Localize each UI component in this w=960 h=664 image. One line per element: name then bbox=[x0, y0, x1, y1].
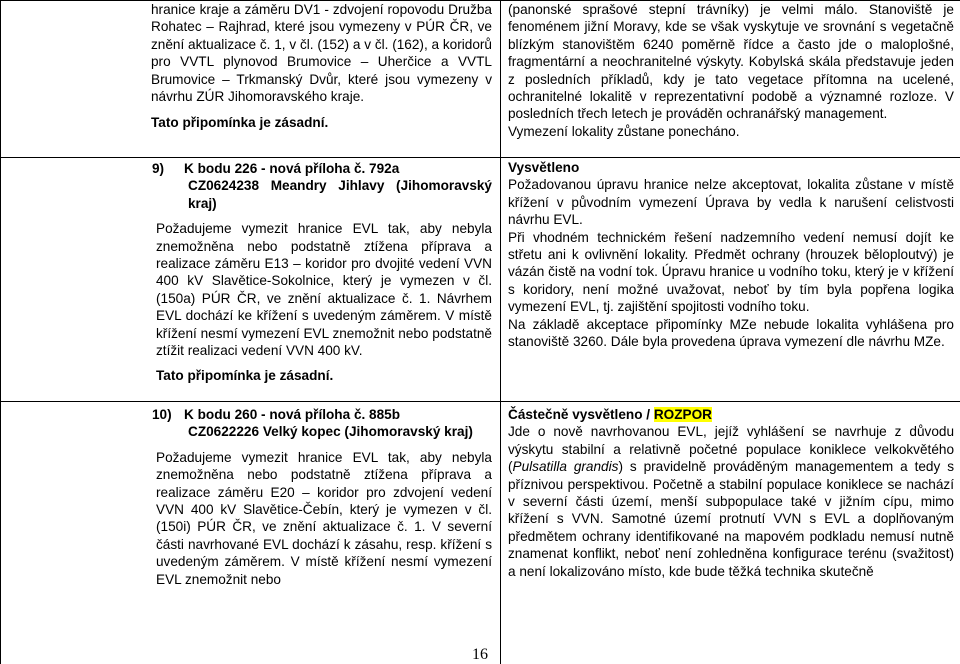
dispute-highlight: ROZPOR bbox=[654, 407, 712, 422]
comment-cell bbox=[1, 402, 501, 664]
resolution-text bbox=[508, 423, 954, 580]
resolution-text: Při vhodném technickém řešení nadzemního vedení nemusí dojít ke střetu ani k ovlivnění lokality. Předmět ochrany (hrouzek běloploutvý) je vázán čistě na vodní tok. Úpravu hranice u vodního toku, který je v křížení s koridory, není možné uvažovat, neboť by tím byla popřena logika vymezení EVL, tj. zajištění spojitosti vodního toku. bbox=[508, 229, 954, 316]
comment-text: hranice kraje a záměru DV1 - zdvojení ropovodu Družba Rohatec – Rajhrad, které jsou vymezeny v PÚR ČR, ve znění aktualizace č. 1, v čl. (152) a v čl. (162), a koridorů pro VVTL plynovod Brumovice – Uherčice a VVTL Brumovice – Trkmanský Dvůr, které jsou vymezeny v návrhu ZÚR Jihomoravského kraje. bbox=[151, 1, 492, 105]
resolution-cell bbox=[501, 1, 960, 158]
comment-number: 9) bbox=[152, 160, 184, 177]
comment-heading-line: K bodu 260 - nová příloha č. 885b bbox=[184, 406, 492, 423]
resolution-text-part: Jde o nově navrhovanou EVL, jejíž vyhlášení se navrhuje z důvodu výskytu stabilní a relativně početné populace koniklece velkokvětého ( bbox=[508, 424, 954, 474]
table-row bbox=[1, 402, 960, 664]
page-number: 16 bbox=[0, 646, 960, 664]
table-row bbox=[1, 158, 960, 402]
species-name: Pulsatilla grandis bbox=[513, 459, 619, 474]
resolution-cell bbox=[501, 402, 960, 664]
table-row bbox=[1, 1, 960, 158]
fundamental-note: Tato připomínka je zásadní. bbox=[156, 367, 492, 384]
comment-number: 10) bbox=[152, 406, 184, 423]
comment-heading bbox=[156, 160, 492, 177]
fundamental-note: Tato připomínka je zásadní. bbox=[151, 114, 492, 131]
resolution-cell bbox=[501, 158, 960, 402]
resolution-text: Vymezení lokality zůstane ponecháno. bbox=[508, 123, 954, 140]
resolution-text: (panonské sprašové stepní trávníky) je velmi málo. Stanoviště je fenoménem jižní Moravy, kde se však vyskytuje ve srovnání s vegetačně blízkým stanovištěm 6240 poměrně řídce a často jde o maloplošné, fragmentární a neochranitelné výskyty. Kobylská skála představuje jeden z posledních příkladů, kdy je tato vegetace přítomna na ucelené, ochranitelné lokalitě v reprezentativní podobě a významné rozloze. V posledních třech letech je prováděn ochranářský management. bbox=[508, 1, 954, 123]
comment-text: Požadujeme vymezit hranice EVL tak, aby nebyla znemožněna nebo podstatně ztížena příprava a realizace záměru E13 – koridor pro dvojité vedení VVN 400 kV Slavětice-Sokolnice, který je vymezen v čl. (150a) PÚR ČR, ve znění aktualizace č. 1. Návrhem EVL dochází ke křížení s uvedeným záměrem. V místě křížení nesmí vymezení EVL znemožnit nebo podstatně ztížit realizaci vedení VVN 400 kV. bbox=[156, 220, 492, 359]
site-name: CZ0624238 Meandry Jihlavy (Jihomoravský kraj) bbox=[188, 177, 492, 212]
comment-cell bbox=[1, 158, 501, 402]
resolution-text: Požadovanou úpravu hranice nelze akceptovat, lokalita zůstane v místě křížení v původním vymezení Úprava by vedla k narušení celistvosti návrhu EVL. bbox=[508, 176, 954, 228]
verdict bbox=[508, 406, 954, 423]
resolution-text-part: ) s pravidelně prováděným managementem a tedy s příznivou perspektivou. Početně a stabilní populace koniklece se nachází v severní části území, menší subpopulace také v jižním cípu, mimo křížení s VVN. Samotné území protnutí VVN s EVL a doplňovaným předmětem ochrany identifikované na mapovém podkladu nemusí nutně znamenat konflikt, neboť není zohledněna konfigurace terénu (svažitost) a není lokalizováno místo, kde bude těžká technika skutečně bbox=[508, 459, 954, 578]
comment-cell bbox=[1, 1, 501, 158]
comment-text: Požadujeme vymezit hranice EVL tak, aby nebyla znemožněna nebo podstatně ztížena příprava a realizace záměru E20 – koridor pro zdvojení vedení VVN 400 kV Slavětice-Čebín, který je vymezen v čl. (150i) PÚR ČR, ve znění aktualizace č. 1. V severní části navrhované EVL dochází k zásahu, resp. křížení s uvedeným záměrem. V místě křížení nesmí vymezení EVL znemožnit nebo bbox=[156, 449, 492, 588]
comment-heading-line: K bodu 226 - nová příloha č. 792a bbox=[184, 160, 492, 177]
verdict-label: Částečně vysvětleno / bbox=[508, 407, 654, 422]
site-name: CZ0622226 Velký kopec (Jihomoravský kraj) bbox=[188, 423, 492, 440]
resolution-text: Na základě akceptace připomínky MZe nebude lokalita vyhlášena pro stanoviště 3260. Dále byla provedena úprava vymezení dle návrhu MZe. bbox=[508, 316, 954, 351]
comment-heading bbox=[156, 406, 492, 423]
verdict: Vysvětleno bbox=[508, 159, 954, 176]
